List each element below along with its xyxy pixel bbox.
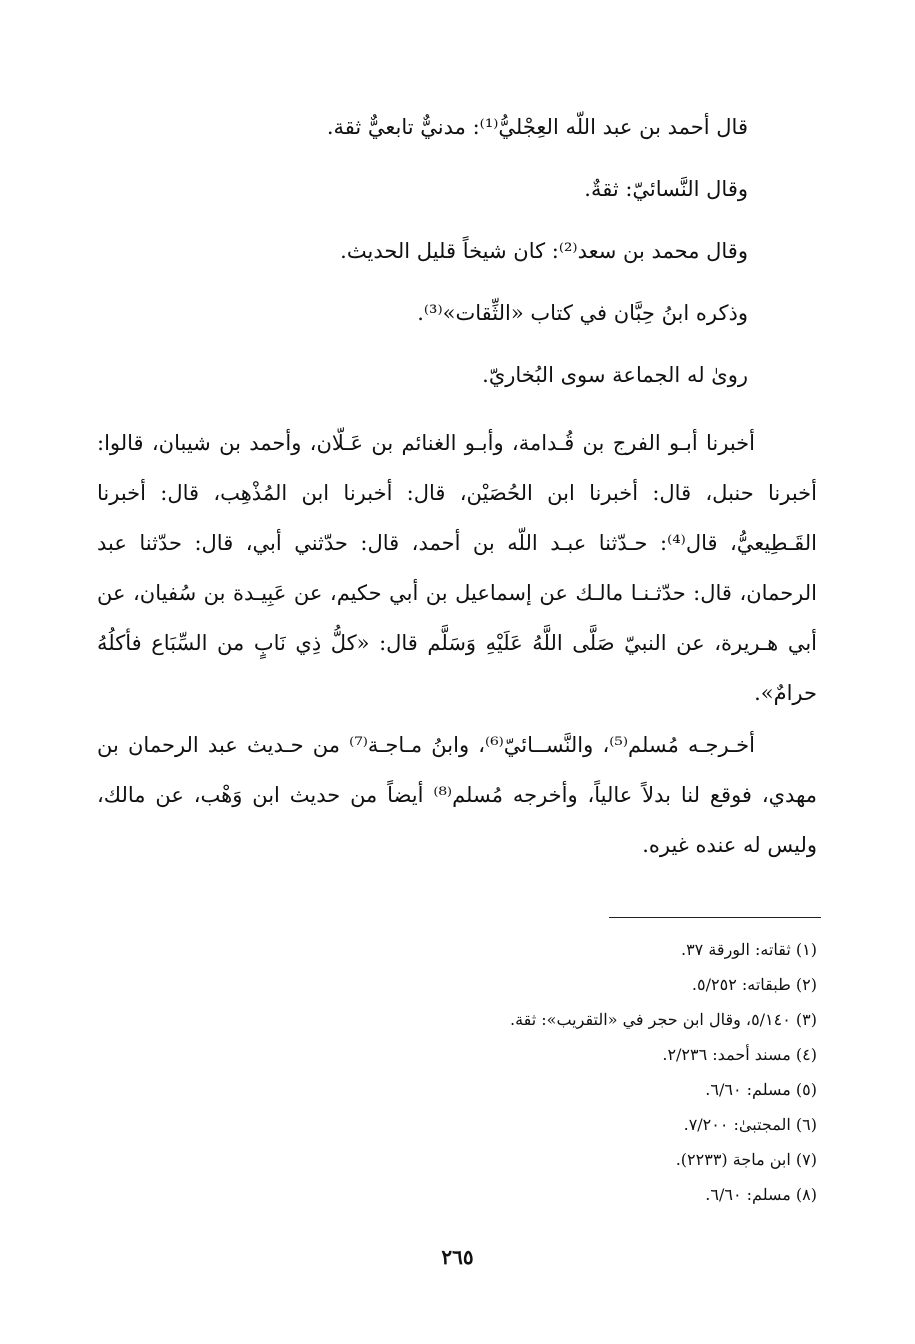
takhrij-paragraph	[97, 720, 817, 870]
narrator-statements	[148, 96, 748, 406]
statement-jamaa: روىٰ له الجماعة سوى البُخاريّ.	[482, 363, 748, 387]
footnote-5: (٥) مسلم: ٦/٦٠.	[705, 1080, 817, 1099]
hadith-chain-paragraph	[97, 418, 817, 718]
hadith-text: أخبرنا أبـو الفرج بن قُـدامة، وأبـو الغنائم بن عَـلّان، وأحمد بن شيبان، قالوا: أخبرنا حنبل، قال: أخبرنا ابن الحُصَيْن، قال: أخبرنا ابن المُذْهِب، قال: أخبرنا القَـطِيعيُّ، قال⁽⁴⁾: حـدّثنا عبـد اللّه بن أحمد، قال: حدّثني أبي، قال: حدّثنا عبد الرحمان، قال: حدّثـنـا مالـك عن إسماعيل بن أبي حكيم، عن عَبِيـدة بن سُفيان، عن أبي هـريرة، عن النبيّ صَلَّى اللَّهُ عَلَيْهِ وَسَلَّم قال: «كلُّ ذِي نَابٍ من السِّبَاع فأكلُهُ حرامٌ».	[97, 431, 817, 705]
footnote-6: (٦) المجتبىٰ: ٧/٢٠٠.	[683, 1115, 817, 1134]
footnote-1: (١) ثقاته: الورقة ٣٧.	[680, 940, 817, 959]
statement-nasai: وقال النَّسائيّ: ثقةٌ.	[584, 177, 748, 201]
footnote-3: (٣) ٥/١٤٠، وقال ابن حجر في «التقريب»: ثقة.	[509, 1010, 817, 1029]
footnote-7: (٧) ابن ماجة (٢٢٣٣).	[675, 1150, 817, 1169]
statement-ibn-saad: وقال محمد بن سعد⁽²⁾: كان شيخاً قليل الحديث.	[340, 239, 748, 263]
footnote-8: (٨) مسلم: ٦/٦٠.	[705, 1185, 817, 1204]
footnote-separator	[609, 917, 821, 918]
footnote-2: (٢) طبقاته: ٥/٢٥٢.	[691, 975, 817, 994]
statement-ijli: قال أحمد بن عبد اللّه العِجْليُّ⁽¹⁾: مدنيٌّ تابعيٌّ ثقة.	[326, 115, 748, 139]
page-number: ٢٦٥	[441, 1245, 474, 1269]
statement-ibn-hibban: وذكره ابنُ حِبَّان في كتاب «الثِّقات»⁽³⁾.	[417, 301, 748, 325]
footnotes	[97, 932, 817, 1212]
takhrij-text: أخـرجـه مُسلم⁽⁵⁾، والنَّســائيّ⁽⁶⁾، وابنُ مـاجـة⁽⁷⁾ من حـديث عبد الرحمان بن مهدي، فوقع لنا بدلاً عالياً، وأخرجه مُسلم⁽⁸⁾ أيضاً من حديث ابن وَهْب، عن مالك، وليس له عنده غيره.	[97, 733, 817, 857]
footnote-4: (٤) مسند أحمد: ٢/٢٣٦.	[662, 1045, 817, 1064]
